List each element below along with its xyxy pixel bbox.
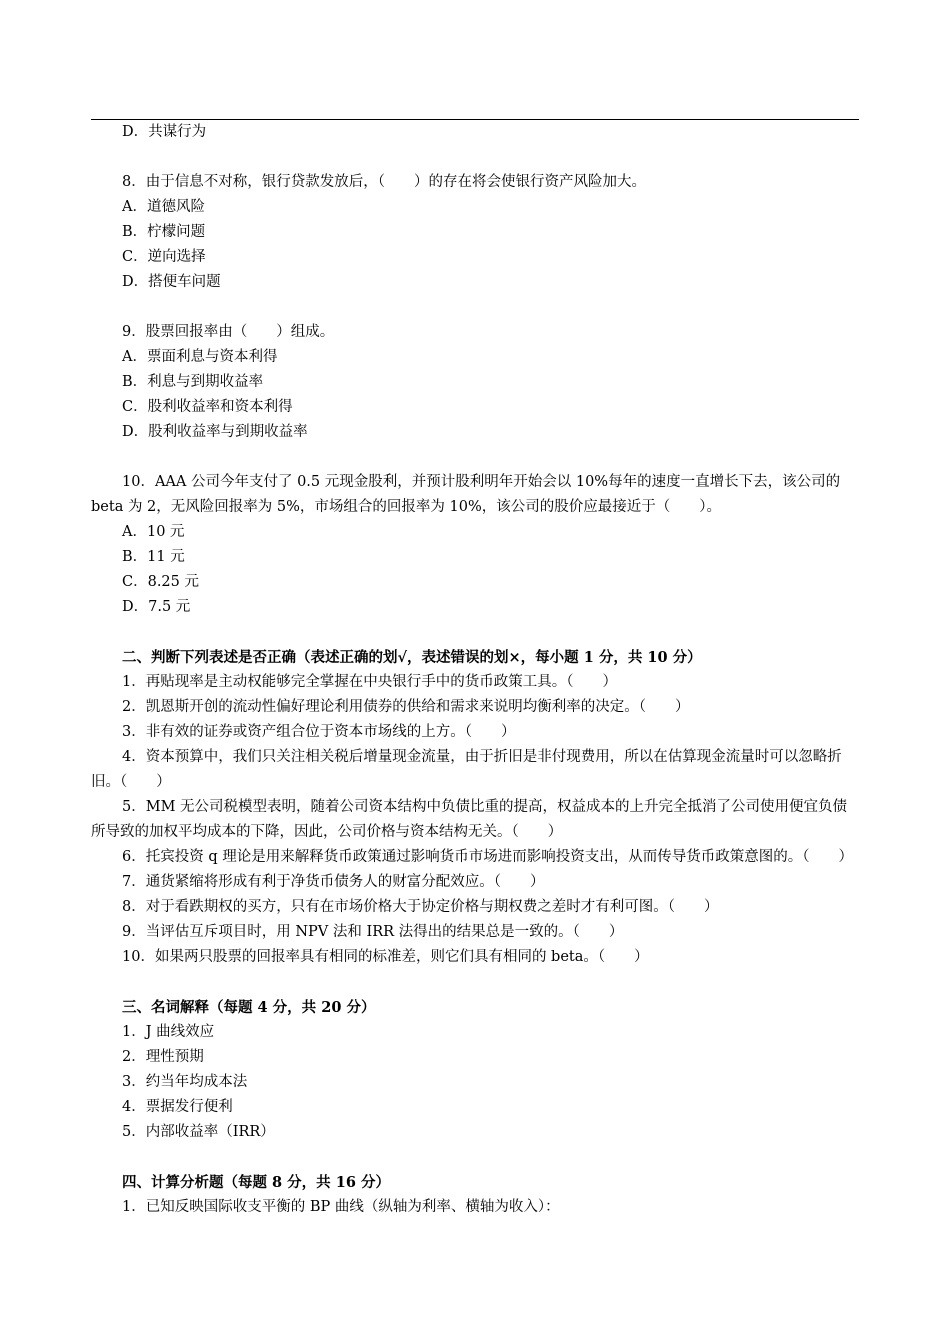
section-title: 三、名词解释（每题 4 分，共 20 分） bbox=[122, 999, 376, 1016]
section-calculation bbox=[91, 1170, 859, 1220]
question-stem: 8．由于信息不对称，银行贷款发放后，（ ）的存在将会使银行资产风险加大。 bbox=[122, 174, 646, 190]
option-a: A．道德风险 bbox=[122, 199, 205, 215]
option-c: C．逆向选择 bbox=[122, 249, 206, 265]
tf-item: 6．托宾投资 q 理论是用来解释货币政策通过影响货币市场进而影响投资支出，从而传导货币政策意图的。（ ） bbox=[122, 849, 853, 865]
calc-item: 1．已知反映国际收支平衡的 BP 曲线（纵轴为利率、横轴为收入）： bbox=[122, 1199, 560, 1215]
term-item: 1．J 曲线效应 bbox=[122, 1024, 215, 1040]
term-item: 2．理性预期 bbox=[122, 1049, 204, 1065]
option-d: D．搭便车问题 bbox=[122, 274, 221, 290]
tf-item: 4．资本预算中，我们只关注相关税后增量现金流量，由于折旧是非付现费用，所以在估算现金流量时可以忽略折旧。（ ） bbox=[91, 749, 842, 790]
term-item: 3．约当年均成本法 bbox=[122, 1074, 248, 1090]
tf-item: 8．对于看跌期权的买方，只有在市场价格大于协定价格与期权费之差时才有利可图。（ ） bbox=[122, 899, 719, 915]
question-stem: 10．AAA 公司今年支付了 0.5 元现金股利，并预计股利明年开始会以 10%每年的速度一直增长下去，该公司的 beta 为 2，无风险回报率为 5%，市场组合的回报率为 10%，该公司的股价应最接近于（ ）。 bbox=[91, 474, 841, 515]
section-true-false bbox=[91, 645, 859, 970]
section-title: 二、判断下列表述是否正确（表述正确的划√，表述错误的划×，每小题 1 分，共 10 分） bbox=[122, 649, 702, 666]
tf-item: 5．MM 无公司税模型表明，随着公司资本结构中负债比重的提高，权益成本的上升完全抵消了公司使用便宜负债所导致的加权平均成本的下降，因此，公司价格与资本结构无关。（ ） bbox=[91, 799, 848, 840]
tf-item: 7．通货紧缩将形成有利于净货币债务人的财富分配效应。（ ） bbox=[122, 874, 545, 890]
question-9 bbox=[91, 320, 859, 445]
q7-option-d: D．共谋行为 bbox=[122, 124, 207, 140]
option-c: C．8.25 元 bbox=[122, 574, 199, 590]
section-definitions bbox=[91, 995, 859, 1145]
tf-item: 1．再贴现率是主动权能够完全掌握在中央银行手中的货币政策工具。（ ） bbox=[122, 674, 617, 690]
exam-page bbox=[91, 120, 859, 1220]
tf-item: 3．非有效的证券或资产组合位于资本市场线的上方。（ ） bbox=[122, 724, 516, 740]
option-a: A．票面利息与资本利得 bbox=[122, 349, 278, 365]
option-b: B．利息与到期收益率 bbox=[122, 374, 264, 390]
question-10 bbox=[91, 470, 859, 620]
option-c: C．股利收益率和资本利得 bbox=[122, 399, 293, 415]
option-d: D．股利收益率与到期收益率 bbox=[122, 424, 308, 440]
tf-item: 9．当评估互斥项目时，用 NPV 法和 IRR 法得出的结果总是一致的。（ ） bbox=[122, 924, 624, 940]
option-b: B．11 元 bbox=[122, 549, 185, 565]
option-a: A．10 元 bbox=[122, 524, 185, 540]
question-8 bbox=[91, 170, 859, 295]
term-item: 5．内部收益率（IRR） bbox=[122, 1124, 275, 1140]
option-b: B．柠檬问题 bbox=[122, 224, 206, 240]
section-title: 四、计算分析题（每题 8 分，共 16 分） bbox=[122, 1174, 390, 1191]
tf-item: 2．凯恩斯开创的流动性偏好理论利用债券的供给和需求来说明均衡利率的决定。（ ） bbox=[122, 699, 690, 715]
option-d: D．7.5 元 bbox=[122, 599, 191, 615]
question-stem: 9．股票回报率由（ ）组成。 bbox=[122, 324, 335, 340]
term-item: 4．票据发行便利 bbox=[122, 1099, 233, 1115]
tf-item: 10．如果两只股票的回报率具有相同的标准差，则它们具有相同的 beta。（ ） bbox=[122, 949, 649, 965]
